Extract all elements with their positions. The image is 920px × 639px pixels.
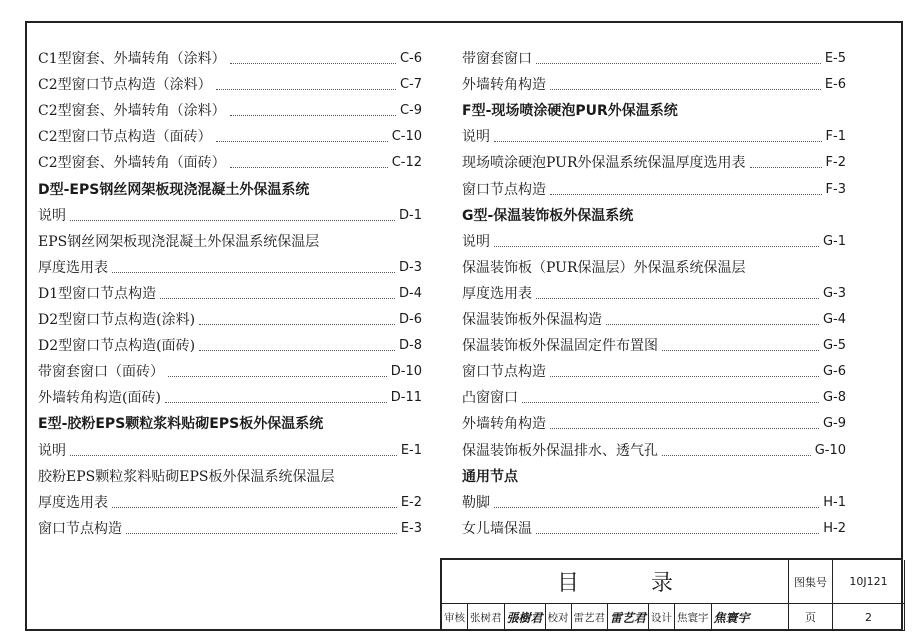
toc-entry-label: 保温装饰板外保温排水、透气孔 xyxy=(462,442,658,459)
toc-entry[interactable] xyxy=(38,251,422,277)
designer-signature: 焦寰宇 xyxy=(713,611,750,625)
toc-entry-label: D2型窗口节点构造(面砖) xyxy=(38,338,196,355)
toc-entry-label: 保温装饰板外保温构造 xyxy=(462,312,602,329)
toc-entry-label: EPS钢丝网架板现浇混凝土外保温系统保温层 xyxy=(38,233,320,250)
toc-entry[interactable] xyxy=(462,329,846,355)
toc-entry-label: 厚度选用表 xyxy=(38,494,108,511)
toc-entry-page-code: C-9 xyxy=(399,103,422,119)
toc-entry-label: 说明 xyxy=(462,129,490,146)
toc-entry[interactable] xyxy=(38,433,422,459)
dot-leader xyxy=(494,245,819,247)
dot-leader xyxy=(230,166,388,168)
toc-entry[interactable] xyxy=(38,355,422,381)
toc-entry-label: 厚度选用表 xyxy=(38,259,108,276)
toc-entry[interactable] xyxy=(462,407,846,433)
toc-entry[interactable] xyxy=(38,42,422,68)
dot-leader xyxy=(750,166,822,168)
dot-leader xyxy=(662,454,811,456)
toc-entry-page-code: D-4 xyxy=(399,285,422,301)
toc-entry[interactable] xyxy=(462,251,846,277)
toc-entry-page-code: G-1 xyxy=(822,233,846,249)
toc-entry-label: 带窗套窗口 xyxy=(462,51,532,68)
toc-entry-page-code: D-11 xyxy=(390,390,422,406)
page-label: 页 xyxy=(789,604,833,631)
toc-entry-page-code: G-8 xyxy=(822,390,846,406)
toc-entry[interactable] xyxy=(462,433,846,459)
toc-entry-label: 窗口节点构造 xyxy=(38,520,122,537)
toc-entry[interactable] xyxy=(462,172,846,198)
signature-row xyxy=(442,604,789,631)
dot-leader xyxy=(522,401,819,403)
toc-entry-page-code: F-1 xyxy=(825,129,846,145)
dot-leader xyxy=(199,349,395,351)
section-heading xyxy=(38,407,422,433)
toc-entry[interactable] xyxy=(38,460,422,486)
toc-entry-label: D2型窗口节点构造(涂料) xyxy=(38,312,196,329)
toc-entry-page-code: H-2 xyxy=(823,520,846,536)
dot-leader xyxy=(70,219,395,221)
dot-leader xyxy=(216,88,396,90)
dot-leader xyxy=(494,140,822,142)
toc-entry-label: C2型窗套、外墙转角（涂料） xyxy=(38,103,226,120)
toc-entry-page-code: G-6 xyxy=(822,364,846,380)
section-heading xyxy=(38,172,422,198)
toc-entry-label: D1型窗口节点构造 xyxy=(38,285,157,302)
toc-entry-label: 保温装饰板（PUR保温层）外保温系统保温层 xyxy=(462,259,746,276)
toc-entry-label: 外墙转角构造(面砖) xyxy=(38,390,161,407)
toc-entry[interactable] xyxy=(38,486,422,512)
dot-leader xyxy=(536,532,819,534)
toc-entry-label: 女儿墙保温 xyxy=(462,520,532,537)
toc-entry-page-code: E-1 xyxy=(400,442,422,458)
section-heading xyxy=(462,460,846,486)
toc-entry-label: 窗口节点构造 xyxy=(462,364,546,381)
toc-entry-label: 说明 xyxy=(462,233,490,250)
toc-entry[interactable] xyxy=(462,486,846,512)
toc-entry-label: 说明 xyxy=(38,207,66,224)
toc-entry[interactable] xyxy=(462,512,846,538)
toc-entry[interactable] xyxy=(38,120,422,146)
toc-entry-page-code: G-5 xyxy=(822,338,846,354)
toc-entry-page-code: D-3 xyxy=(399,259,422,275)
toc-entry-label: 胶粉EPS颗粒浆料贴砌EPS板外保温系统保温层 xyxy=(38,468,335,485)
toc-entry-page-code: D-8 xyxy=(399,338,422,354)
dot-leader xyxy=(230,114,396,116)
toc-entry[interactable] xyxy=(462,225,846,251)
toc-entry-page-code: G-3 xyxy=(822,285,846,301)
dot-leader xyxy=(230,62,396,64)
toc-entry-page-code: G-10 xyxy=(814,442,846,458)
toc-entry[interactable] xyxy=(38,68,422,94)
title-block xyxy=(440,558,903,631)
toc-entry-label: F型-现场喷涂硬泡PUR外保温系统 xyxy=(462,103,678,120)
toc-entry-page-code: G-4 xyxy=(822,312,846,328)
dot-leader xyxy=(112,271,395,273)
toc-entry-label: 说明 xyxy=(38,442,66,459)
toc-entry[interactable] xyxy=(462,120,846,146)
toc-entry-page-code: E-6 xyxy=(824,77,846,93)
atlas-label: 图集号 xyxy=(789,560,833,604)
toc-entry[interactable] xyxy=(462,146,846,172)
toc-entry-label: C1型窗套、外墙转角（涂料） xyxy=(38,51,226,68)
toc-entry-page-code: H-1 xyxy=(823,494,846,510)
designer-name: 焦寰宇 xyxy=(677,612,709,624)
dot-leader xyxy=(165,401,387,403)
toc-entry[interactable] xyxy=(462,381,846,407)
dot-leader xyxy=(550,88,821,90)
toc-entry-page-code: G-9 xyxy=(822,416,846,432)
toc-entry-page-code: F-3 xyxy=(825,181,846,197)
toc-entry-label: C2型窗口节点构造（面砖） xyxy=(38,129,212,146)
toc-entry[interactable] xyxy=(462,42,846,68)
toc-entry-page-code: C-7 xyxy=(399,77,422,93)
toc-entry-label: 带窗套窗口（面砖） xyxy=(38,364,164,381)
page-number: 2 xyxy=(833,604,905,631)
dot-leader xyxy=(550,427,819,429)
toc-left-column xyxy=(38,42,422,538)
toc-entry-page-code: E-2 xyxy=(400,494,422,510)
toc-entry[interactable] xyxy=(38,512,422,538)
reviewer-name: 张树君 xyxy=(470,612,502,624)
toc-entry[interactable] xyxy=(462,355,846,381)
dot-leader xyxy=(550,193,822,195)
toc-entry-page-code: F-2 xyxy=(825,155,846,171)
toc-entry[interactable] xyxy=(38,225,422,251)
dot-leader xyxy=(168,375,387,377)
dot-leader xyxy=(160,297,395,299)
title-block-title: 目录 xyxy=(442,560,789,604)
dot-leader xyxy=(199,323,395,325)
toc-entry-page-code: E-5 xyxy=(824,51,846,67)
toc-entry[interactable] xyxy=(462,277,846,303)
toc-entry-page-code: C-12 xyxy=(391,155,422,171)
section-heading xyxy=(462,94,846,120)
toc-entry[interactable] xyxy=(38,199,422,225)
dot-leader xyxy=(536,297,819,299)
toc-entry-label: 窗口节点构造 xyxy=(462,181,546,198)
review-label: 审核 xyxy=(444,612,465,624)
toc-entry-label: D型-EPS钢丝网架板现浇混凝土外保温系统 xyxy=(38,181,310,198)
section-heading xyxy=(462,199,846,225)
toc-entry-label: 凸窗窗口 xyxy=(462,390,518,407)
toc-entry[interactable] xyxy=(38,329,422,355)
atlas-number: 10J121 xyxy=(833,560,905,604)
toc-entry-page-code: D-10 xyxy=(390,364,422,380)
check-label: 校对 xyxy=(547,612,569,624)
toc-entry[interactable] xyxy=(38,303,422,329)
toc-entry-page-code: D-1 xyxy=(399,207,422,223)
toc-entry-label: C2型窗套、外墙转角（面砖） xyxy=(38,155,226,172)
dot-leader xyxy=(536,62,821,64)
toc-entry[interactable] xyxy=(462,303,846,329)
toc-entry-label: 现场喷涂硬泡PUR外保温系统保温厚度选用表 xyxy=(462,155,746,172)
toc-entry-label: 厚度选用表 xyxy=(462,285,532,302)
dot-leader xyxy=(606,323,819,325)
toc-entry[interactable] xyxy=(462,68,846,94)
toc-entry[interactable] xyxy=(38,146,422,172)
dot-leader xyxy=(112,506,397,508)
toc-right-column xyxy=(462,42,846,538)
reviewer-signature: 張樹君 xyxy=(506,611,543,625)
dot-leader xyxy=(126,532,397,534)
dot-leader xyxy=(216,140,388,142)
toc-entry[interactable] xyxy=(38,277,422,303)
dot-leader xyxy=(70,454,397,456)
toc-entry[interactable] xyxy=(38,94,422,120)
design-label: 设计 xyxy=(651,612,673,624)
toc-entry-label: 保温装饰板外保温固定件布置图 xyxy=(462,338,658,355)
checker-name: 雷艺君 xyxy=(573,612,606,624)
checker-signature: 雷艺君 xyxy=(610,611,647,625)
toc-entry-page-code: E-3 xyxy=(400,520,422,536)
toc-entry-label: 勒脚 xyxy=(462,494,490,511)
toc-entry-label: 外墙转角构造 xyxy=(462,77,546,94)
toc-entry-label: C2型窗口节点构造（涂料） xyxy=(38,77,212,94)
toc-entry-page-code: C-6 xyxy=(399,51,422,67)
dot-leader xyxy=(494,506,819,508)
toc-entry-page-code: C-10 xyxy=(391,129,422,145)
toc-entry-page-code: D-6 xyxy=(399,312,422,328)
toc-entry-label: G型-保温装饰板外保温系统 xyxy=(462,207,634,224)
toc-entry-label: 外墙转角构造 xyxy=(462,416,546,433)
toc-entry[interactable] xyxy=(38,381,422,407)
dot-leader xyxy=(550,375,819,377)
toc-entry-label: 通用节点 xyxy=(462,468,518,485)
dot-leader xyxy=(662,349,819,351)
toc-entry-label: E型-胶粉EPS颗粒浆料贴砌EPS板外保温系统 xyxy=(38,416,324,433)
